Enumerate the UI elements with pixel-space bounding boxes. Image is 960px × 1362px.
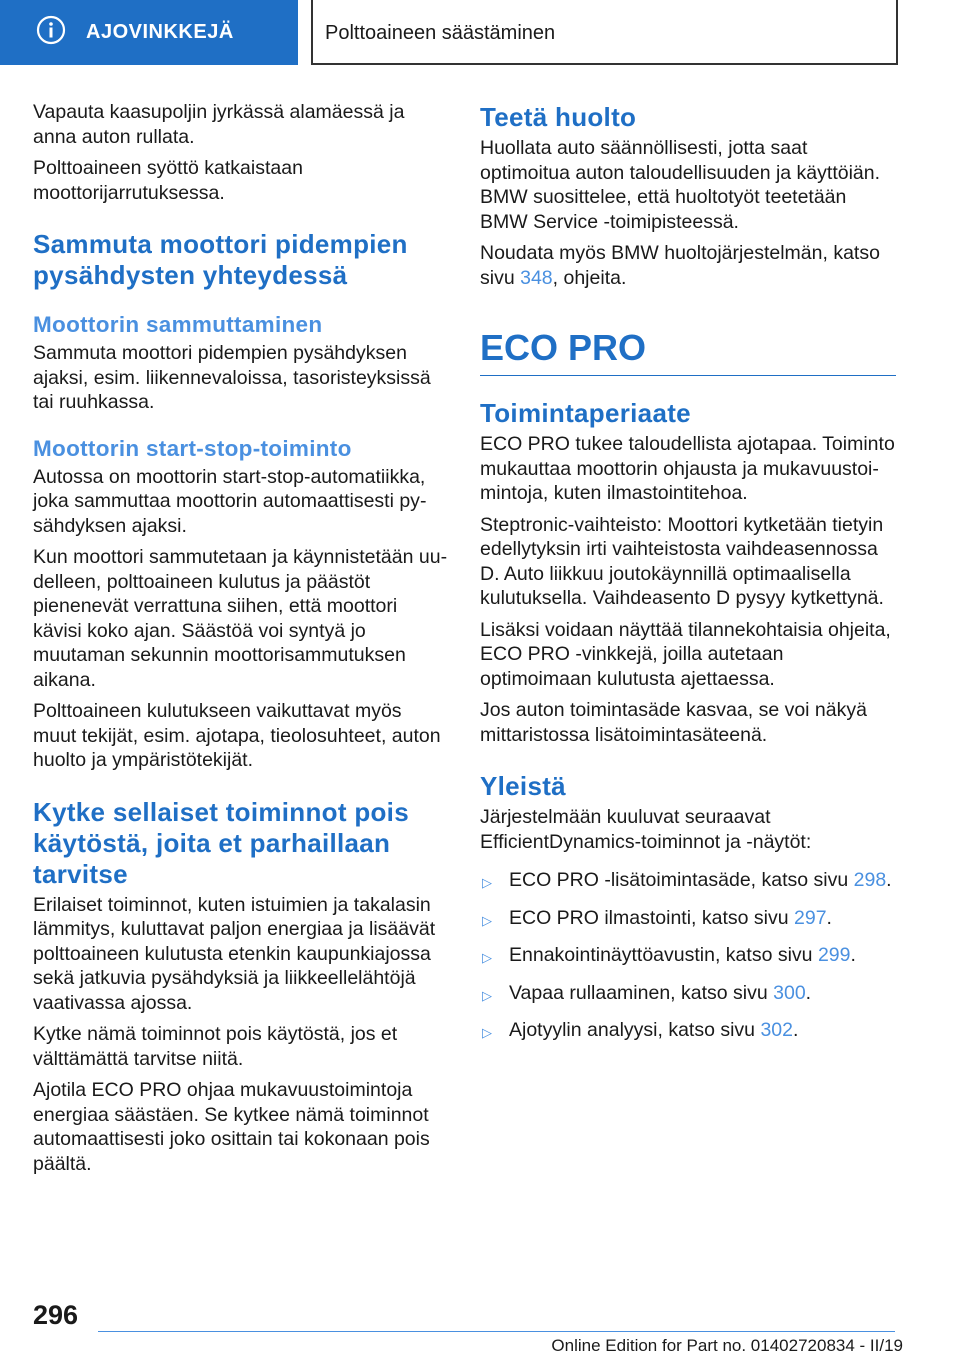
paragraph: Huollata auto säännöllisesti, jotta saat optimoitua auton taloudellisuuden ja käyttöiän. BMW suosittelee, että huoltotyöt teetetään BMW Service -toimipisteessä. xyxy=(480,137,881,233)
section-heading: Yleistä xyxy=(480,771,566,801)
paragraph: Erilaiset toiminnot, kuten istuimien ja takalasin lämmitys, kuluttavat paljon energiaa ja lisäävät polttoaineen kulutusta etenkin kaupunkiajossa sekä jatkuvia pysähdyksiä ja liikkeellelähtöjä vaativassa ajossa. xyxy=(33,893,436,1014)
triangle-bullet-icon: ▷ xyxy=(482,875,492,890)
paragraph: Autossa on moottorin start-stop-automatiikka, joka sammuttaa moottorin automaattisesti pysähdyksen ajaksi. xyxy=(33,465,427,537)
edition-footer: Online Edition for Part no. 01402720834 - II/19 xyxy=(551,1336,903,1355)
page-link[interactable]: 300 xyxy=(773,981,806,1004)
subsection-heading: Moottorin start-stop-toiminto xyxy=(33,435,352,461)
paragraph: Kytke nämä toiminnot pois käytöstä, jos et välttämättä tarvitse niitä. xyxy=(33,1023,398,1070)
paragraph: Vapauta kaasupoljin jyrkässä alamäessä ja anna auton rullata. xyxy=(33,101,405,148)
page-link[interactable]: 297 xyxy=(794,906,827,929)
left-column xyxy=(33,100,449,1183)
chapter-title: Polttoaineen säästäminen xyxy=(325,22,556,44)
page-link[interactable]: 298 xyxy=(853,869,887,891)
triangle-bullet-icon: ▷ xyxy=(482,1025,492,1040)
paragraph: Steptronic-vaihteisto: Moottori kytketään tietyin edellytyksin irti vaihteistosta vaihdeasennossa D. Auto liikkuu joutokäynnillä optimaalisella kulutuksella. Vaihdeasento D pysyy kytkettynä. xyxy=(480,513,884,609)
subsection-heading: Moottorin sammuttaminen xyxy=(33,312,323,337)
paragraph: Järjestelmään kuuluvat seuraavat EfficientDynamics-toiminnot ja -näytöt: xyxy=(480,806,812,853)
right-column xyxy=(480,100,896,1056)
paragraph: Jos auton toimintasäde kasvaa, se voi näkyä mittaristossa lisätoimintasäteenä. xyxy=(480,699,867,746)
paragraph: ECO PRO tukee taloudellista ajotapaa. Toiminto mukauttaa moottorin ohjausta ja mukavuustoimintoja, kuten ilmastointitehoa. xyxy=(480,433,895,504)
list-item: ▷ Vapaa rullaaminen, katso sivu 300. xyxy=(480,981,896,1006)
section-tab xyxy=(0,0,298,65)
list-item: ▷ ECO PRO ilmastointi, katso sivu 297. xyxy=(480,906,896,931)
paragraph: Kun moottori sammutetaan ja käynnistetään uudelleen, polttoaineen kulutus ja päästöt pienenevät verrattuna siihen, että moottori kävisi koko ajan. Säästöä voi syntyä jo muutaman sekunnin moottorisammutuksen aikana. xyxy=(33,546,448,691)
list-item: ▷ Ennakointinäyttöavustin, katso sivu 299. xyxy=(480,943,896,968)
paragraph: Ajotila ECO PRO ohjaa mukavuustoimintoja energiaa säästäen. Se kytkee nämä toiminnot automaattisesti joko osittain tai kokonaan pois päältä. xyxy=(33,1079,430,1175)
section-heading: Teetä huolto xyxy=(480,102,637,132)
page-number: 296 xyxy=(33,1300,79,1330)
paragraph: Polttoaineen syöttö katkaistaan moottorijarrutuksessa. xyxy=(33,157,303,204)
list-item: ▷ Ajotyylin analyysi, katso sivu 302. xyxy=(480,1018,896,1043)
section-heading: Sammuta moottori pidempien pysähdysten yhteydessä xyxy=(33,229,408,290)
chapter-header xyxy=(311,0,898,65)
paragraph: Lisäksi voidaan näyttää tilannekohtaisia ohjeita, ECO PRO -vinkkejä, joilla autetaan optimoimaan kulutusta ajettaessa. xyxy=(480,618,891,690)
triangle-bullet-icon: ▷ xyxy=(482,912,492,928)
paragraph: Noudata myös BMW huoltojärjestelmän, katso sivu 348, ohjeita. xyxy=(480,242,880,289)
section-heading: Toimintaperiaate xyxy=(480,398,691,428)
triangle-bullet-icon: ▷ xyxy=(482,987,492,1003)
paragraph: Polttoaineen kulutukseen vaikuttavat myös muut tekijät, esim. ajotapa, tieolosuhteet, auton huolto ja ympäristötekijät. xyxy=(33,700,441,771)
triangle-bullet-icon: ▷ xyxy=(482,950,492,965)
page-link[interactable]: 299 xyxy=(817,944,851,966)
list-item: ▷ ECO PRO -lisätoimintasäde, katso sivu 298. xyxy=(480,868,896,893)
function-list xyxy=(480,868,896,1043)
info-icon xyxy=(36,15,66,45)
footer-divider xyxy=(98,1331,895,1332)
page-link[interactable]: 348 xyxy=(520,266,553,289)
section-heading: Kytke sellaiset toiminnot pois käytöstä, joita et parhaillaan tarvitse xyxy=(33,796,409,889)
section-label: AJOVINKKEJÄ xyxy=(86,21,234,43)
paragraph: Sammuta moottori pidempien pysähdyksen ajaksi, esim. liikennevaloissa, tasoristeyksissä tai ruuhkassa. xyxy=(33,342,431,413)
chapter-heading: ECO PRO xyxy=(480,326,896,376)
page-link[interactable]: 302 xyxy=(760,1019,793,1041)
